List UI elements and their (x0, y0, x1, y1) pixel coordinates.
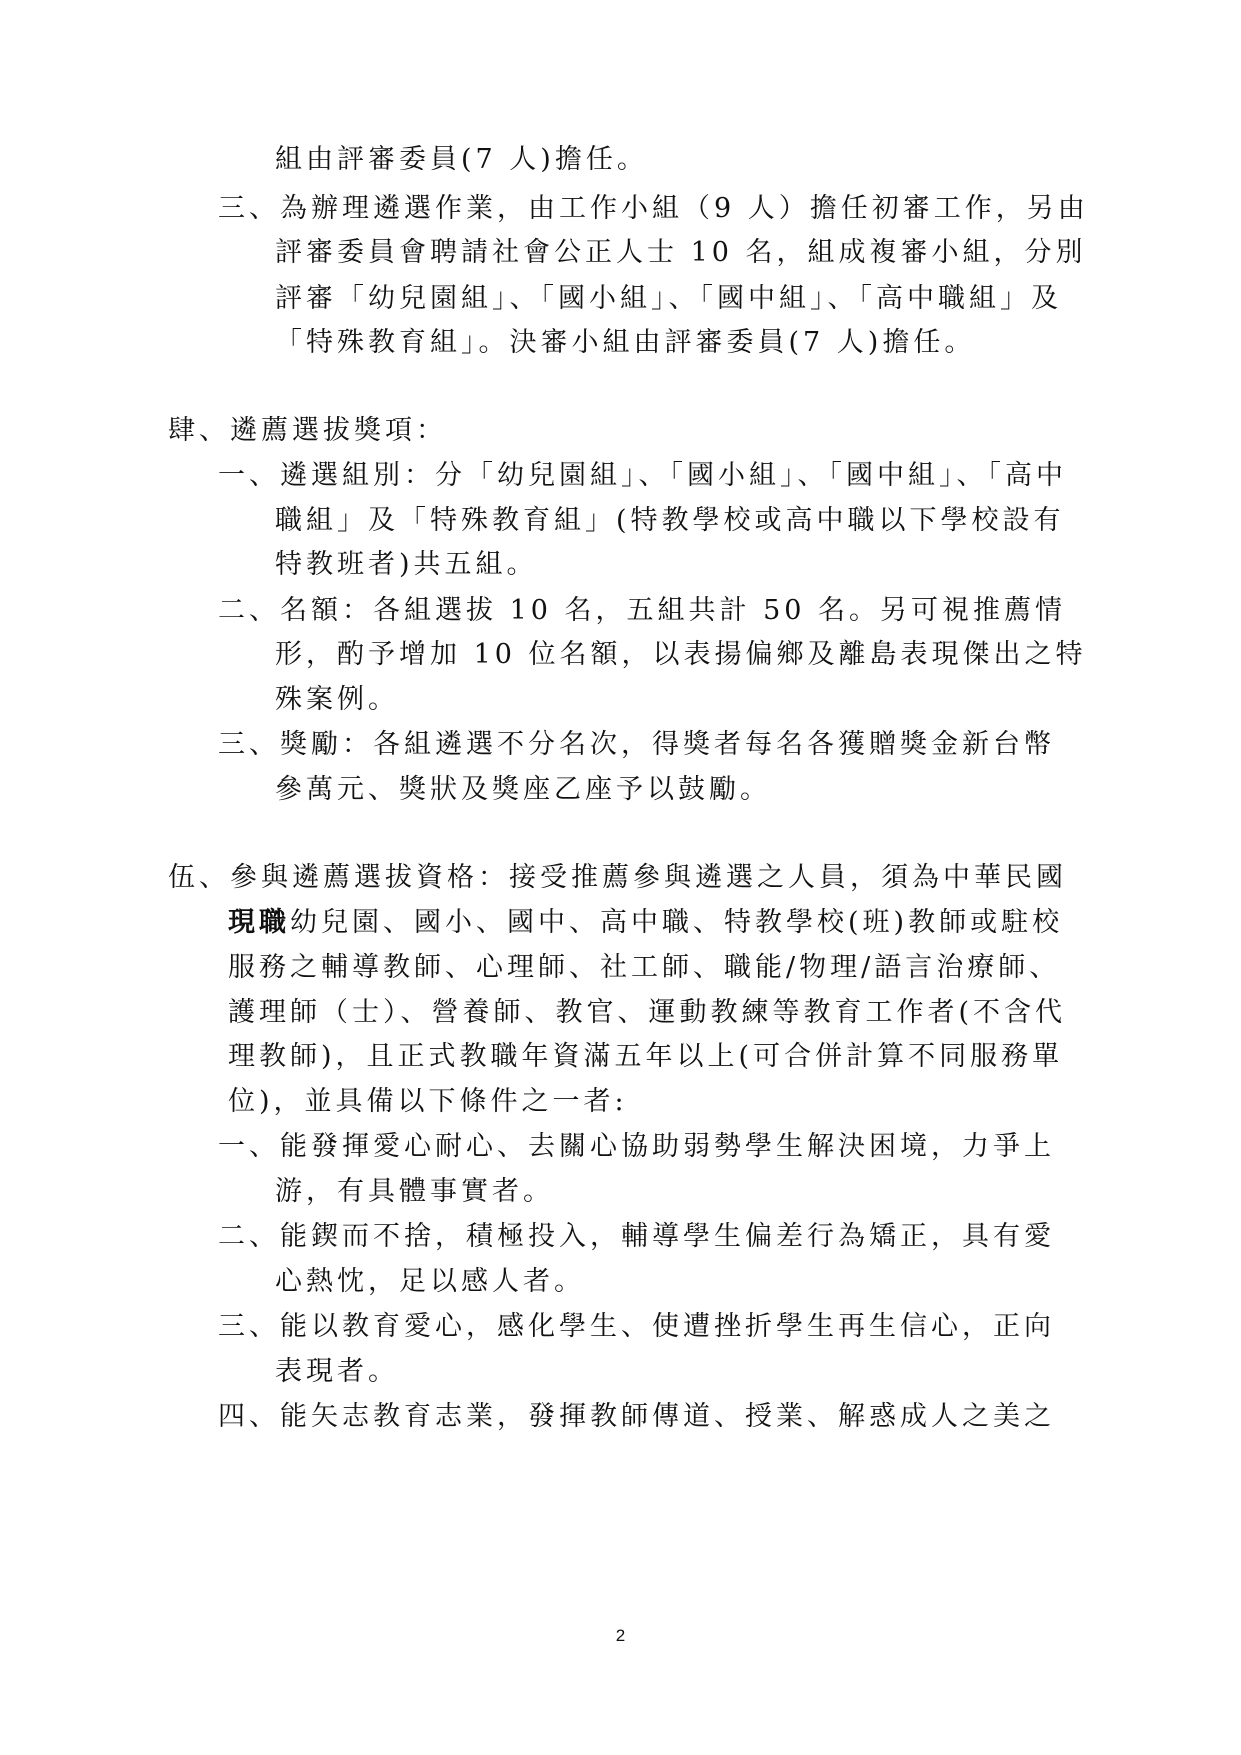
list-item-3-line-4: 「特殊教育組」。決審小組由評審委員(7 人)擔任。 (275, 327, 976, 358)
s5-item-3-line-1: 三、能以教育愛心，感化學生、使遭挫折學生再生信心，正向 (218, 1311, 1055, 1342)
s5-para-line-5: 位)，並具備以下條件之一者: (228, 1086, 628, 1117)
s5-para-line-2: 服務之輔導教師、心理師、社工師、職能/物理/語言治療師、 (228, 952, 1061, 983)
text-line: 組由評審委員(7 人)擔任。 (275, 144, 648, 175)
section-heading-4: 肆、遴薦選拔獎項： (168, 415, 447, 446)
s5-para-line-4: 理教師)，且正式教職年資滿五年以上(可合併計算不同服務單 (228, 1041, 1064, 1072)
s4-item-2-line-2: 形，酌予增加 10 位名額，以表揚偏鄉及離島表現傑出之特 (275, 639, 1087, 670)
section-heading-5: 伍、參與遴薦選拔資格：接受推薦參與遴選之人員，須為中華民國 (168, 862, 1067, 893)
s4-item-1-line-1: 一、遴選組別：分「幼兒園組」、「國小組」、「國中組」、「高中 (218, 460, 1067, 491)
s5-para-line-1-rest: 幼兒園、國小、國中、高中職、特教學校(班)教師或駐校 (290, 907, 1064, 938)
list-item-3-line-1: 三、為辦理遴選作業，由工作小組（9 人）擔任初審工作，另由 (218, 193, 1089, 224)
s5-item-2-line-2: 心熱忱，足以感人者。 (275, 1266, 585, 1297)
s4-item-1-line-2: 職組」及「特殊教育組」(特教學校或高中職以下學校設有 (275, 505, 1065, 536)
s4-item-3-line-2: 參萬元、獎狀及獎座乙座予以鼓勵。 (275, 774, 771, 805)
s4-item-3-line-1: 三、獎勵：各組遴選不分名次，得獎者每名各獲贈獎金新台幣 (218, 729, 1055, 760)
s4-item-1-line-3: 特教班者)共五組。 (275, 549, 538, 580)
s5-item-4-line-1: 四、能矢志教育志業，發揮教師傳道、授業、解惑成人之美之 (218, 1401, 1055, 1432)
emphasis-current-duty: 現職 (228, 907, 290, 938)
s5-para-line-3: 護理師（士）、營養師、教官、運動教練等教育工作者(不含代 (228, 997, 1067, 1028)
s5-item-3-line-2: 表現者。 (275, 1356, 399, 1387)
s5-para-line-1 (228, 906, 1063, 940)
s4-item-2-line-1: 二、名額：各組選拔 10 名，五組共計 50 名。另可視推薦情 (218, 595, 1067, 626)
s5-item-1-line-2: 游，有具體事實者。 (275, 1176, 554, 1207)
list-item-3-line-2: 評審委員會聘請社會公正人士 10 名，組成複審小組，分別 (275, 237, 1087, 268)
list-item-3-line-3: 評審「幼兒園組」、「國小組」、「國中組」、「高中職組」及 (275, 283, 1062, 314)
s5-item-1-line-1: 一、能發揮愛心耐心、去關心協助弱勢學生解決困境，力爭上 (218, 1131, 1055, 1162)
page-number: 2 (615, 1626, 626, 1645)
s4-item-2-line-3: 殊案例。 (275, 684, 399, 715)
s5-item-2-line-1: 二、能鍥而不捨，積極投入，輔導學生偏差行為矯正，具有愛 (218, 1221, 1055, 1252)
